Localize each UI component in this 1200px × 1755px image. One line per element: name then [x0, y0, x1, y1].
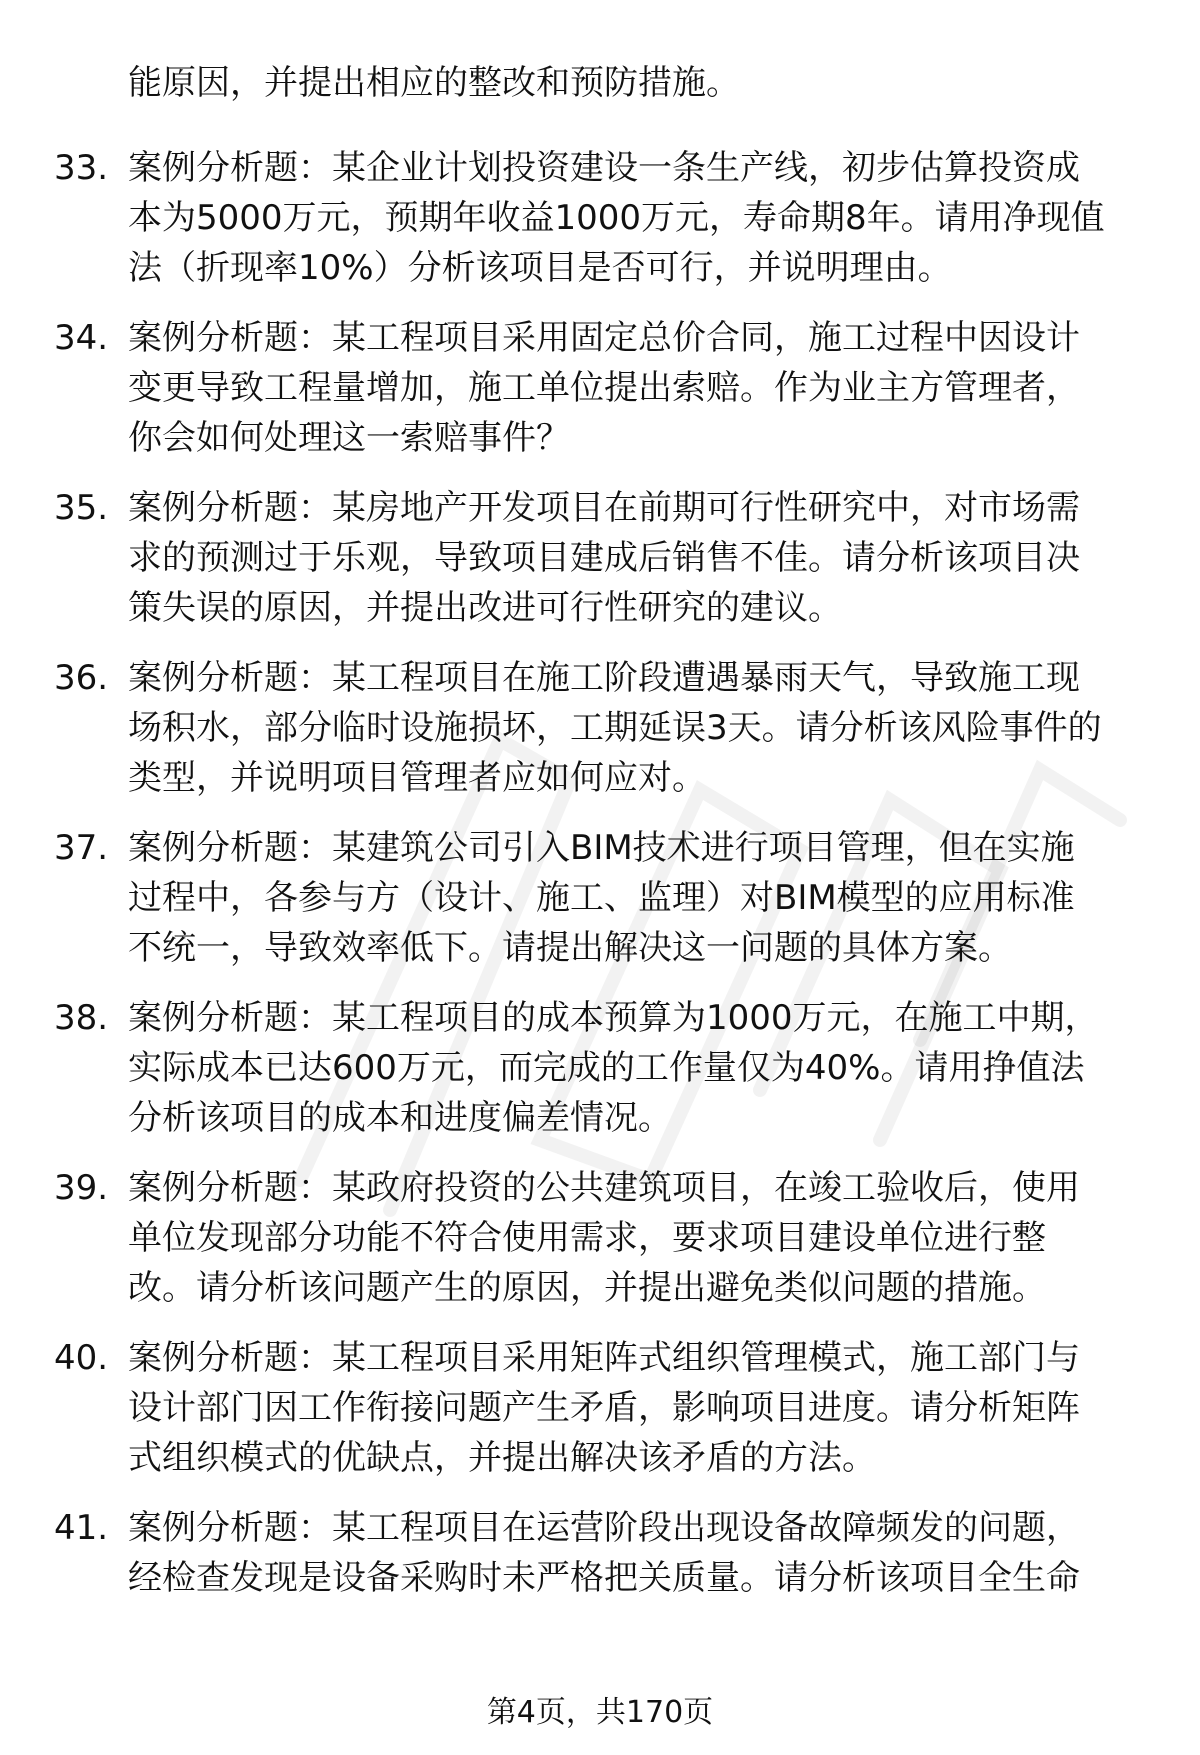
question-number: 36. [54, 658, 109, 698]
question-item [0, 483, 1200, 633]
question-number: 41. [54, 1508, 109, 1548]
continuation-text: 能原因，并提出相应的整改和预防措施。 [128, 63, 740, 103]
question-number: 33. [54, 148, 109, 188]
question-text [128, 653, 1178, 803]
question-text-line: 案例分析题：某工程项目在施工阶段遭遇暴雨天气，导致施工现 [128, 658, 1080, 698]
question-item [0, 1163, 1200, 1313]
question-number: 40. [54, 1338, 109, 1378]
question-number: 35. [54, 488, 109, 528]
question-item [0, 313, 1200, 463]
question-text-line: 经检查发现是设备采购时未严格把关质量。请分析该项目全生命 [128, 1558, 1080, 1598]
question-item [0, 1333, 1200, 1483]
question-item [0, 143, 1200, 293]
question-text [128, 1503, 1178, 1603]
question-item [0, 653, 1200, 803]
question-text [128, 1333, 1178, 1483]
question-text [128, 143, 1178, 293]
question-text-line: 实际成本已达600万元，而完成的工作量仅为40%。请用挣值法 [128, 1048, 1085, 1088]
question-text-line: 不统一，导致效率低下。请提出解决这一问题的具体方案。 [128, 928, 1012, 968]
question-text-line: 场积水，部分临时设施损坏，工期延误3天。请分析该风险事件的 [128, 708, 1102, 748]
question-text-line: 法（折现率10%）分析该项目是否可行，并说明理由。 [128, 248, 952, 288]
question-number: 39. [54, 1168, 109, 1208]
question-text-line: 案例分析题：某政府投资的公共建筑项目，在竣工验收后，使用 [128, 1168, 1080, 1208]
question-text-line: 分析该项目的成本和进度偏差情况。 [128, 1098, 672, 1138]
page-footer: 第4页，共170页 [486, 1695, 714, 1730]
question-text-line: 你会如何处理这一索赔事件？ [128, 418, 570, 458]
question-text-line: 案例分析题：某建筑公司引入BIM技术进行项目管理，但在实施 [128, 828, 1075, 868]
question-text-line: 策失误的原因，并提出改进可行性研究的建议。 [128, 588, 842, 628]
question-item [0, 823, 1200, 973]
question-text-line: 设计部门因工作衔接问题产生矛盾，影响项目进度。请分析矩阵 [128, 1388, 1080, 1428]
question-text [128, 313, 1178, 463]
question-text-line: 案例分析题：某企业计划投资建设一条生产线，初步估算投资成 [128, 148, 1080, 188]
question-number: 34. [54, 318, 109, 358]
question-item [0, 1503, 1200, 1653]
question-text [128, 483, 1178, 633]
question-text-line: 案例分析题：某房地产开发项目在前期可行性研究中，对市场需 [128, 488, 1080, 528]
question-list [0, 143, 1200, 1673]
question-text-line: 案例分析题：某工程项目的成本预算为1000万元，在施工中期， [128, 998, 1099, 1038]
question-text-line: 案例分析题：某工程项目采用固定总价合同，施工过程中因设计 [128, 318, 1080, 358]
question-text-line: 案例分析题：某工程项目采用矩阵式组织管理模式，施工部门与 [128, 1338, 1080, 1378]
question-text-line: 变更导致工程量增加，施工单位提出索赔。作为业主方管理者， [128, 368, 1080, 408]
question-text [128, 1163, 1178, 1313]
question-text [128, 993, 1178, 1143]
question-text-line: 过程中，各参与方（设计、施工、监理）对BIM模型的应用标准 [128, 878, 1075, 918]
question-text-line: 式组织模式的优缺点，并提出解决该矛盾的方法。 [128, 1438, 876, 1478]
question-text-line: 单位发现部分功能不符合使用需求，要求项目建设单位进行整 [128, 1218, 1046, 1258]
question-text-line: 本为5000万元，预期年收益1000万元，寿命期8年。请用净现值 [128, 198, 1105, 238]
question-text-line: 类型，并说明项目管理者应如何应对。 [128, 758, 706, 798]
question-text-line: 求的预测过于乐观，导致项目建成后销售不佳。请分析该项目决 [128, 538, 1080, 578]
question-item [0, 993, 1200, 1143]
question-number: 38. [54, 998, 109, 1038]
question-number: 37. [54, 828, 109, 868]
question-text [128, 823, 1178, 973]
question-text-line: 改。请分析该问题产生的原因，并提出避免类似问题的措施。 [128, 1268, 1046, 1308]
question-text-line: 案例分析题：某工程项目在运营阶段出现设备故障频发的问题， [128, 1508, 1080, 1548]
